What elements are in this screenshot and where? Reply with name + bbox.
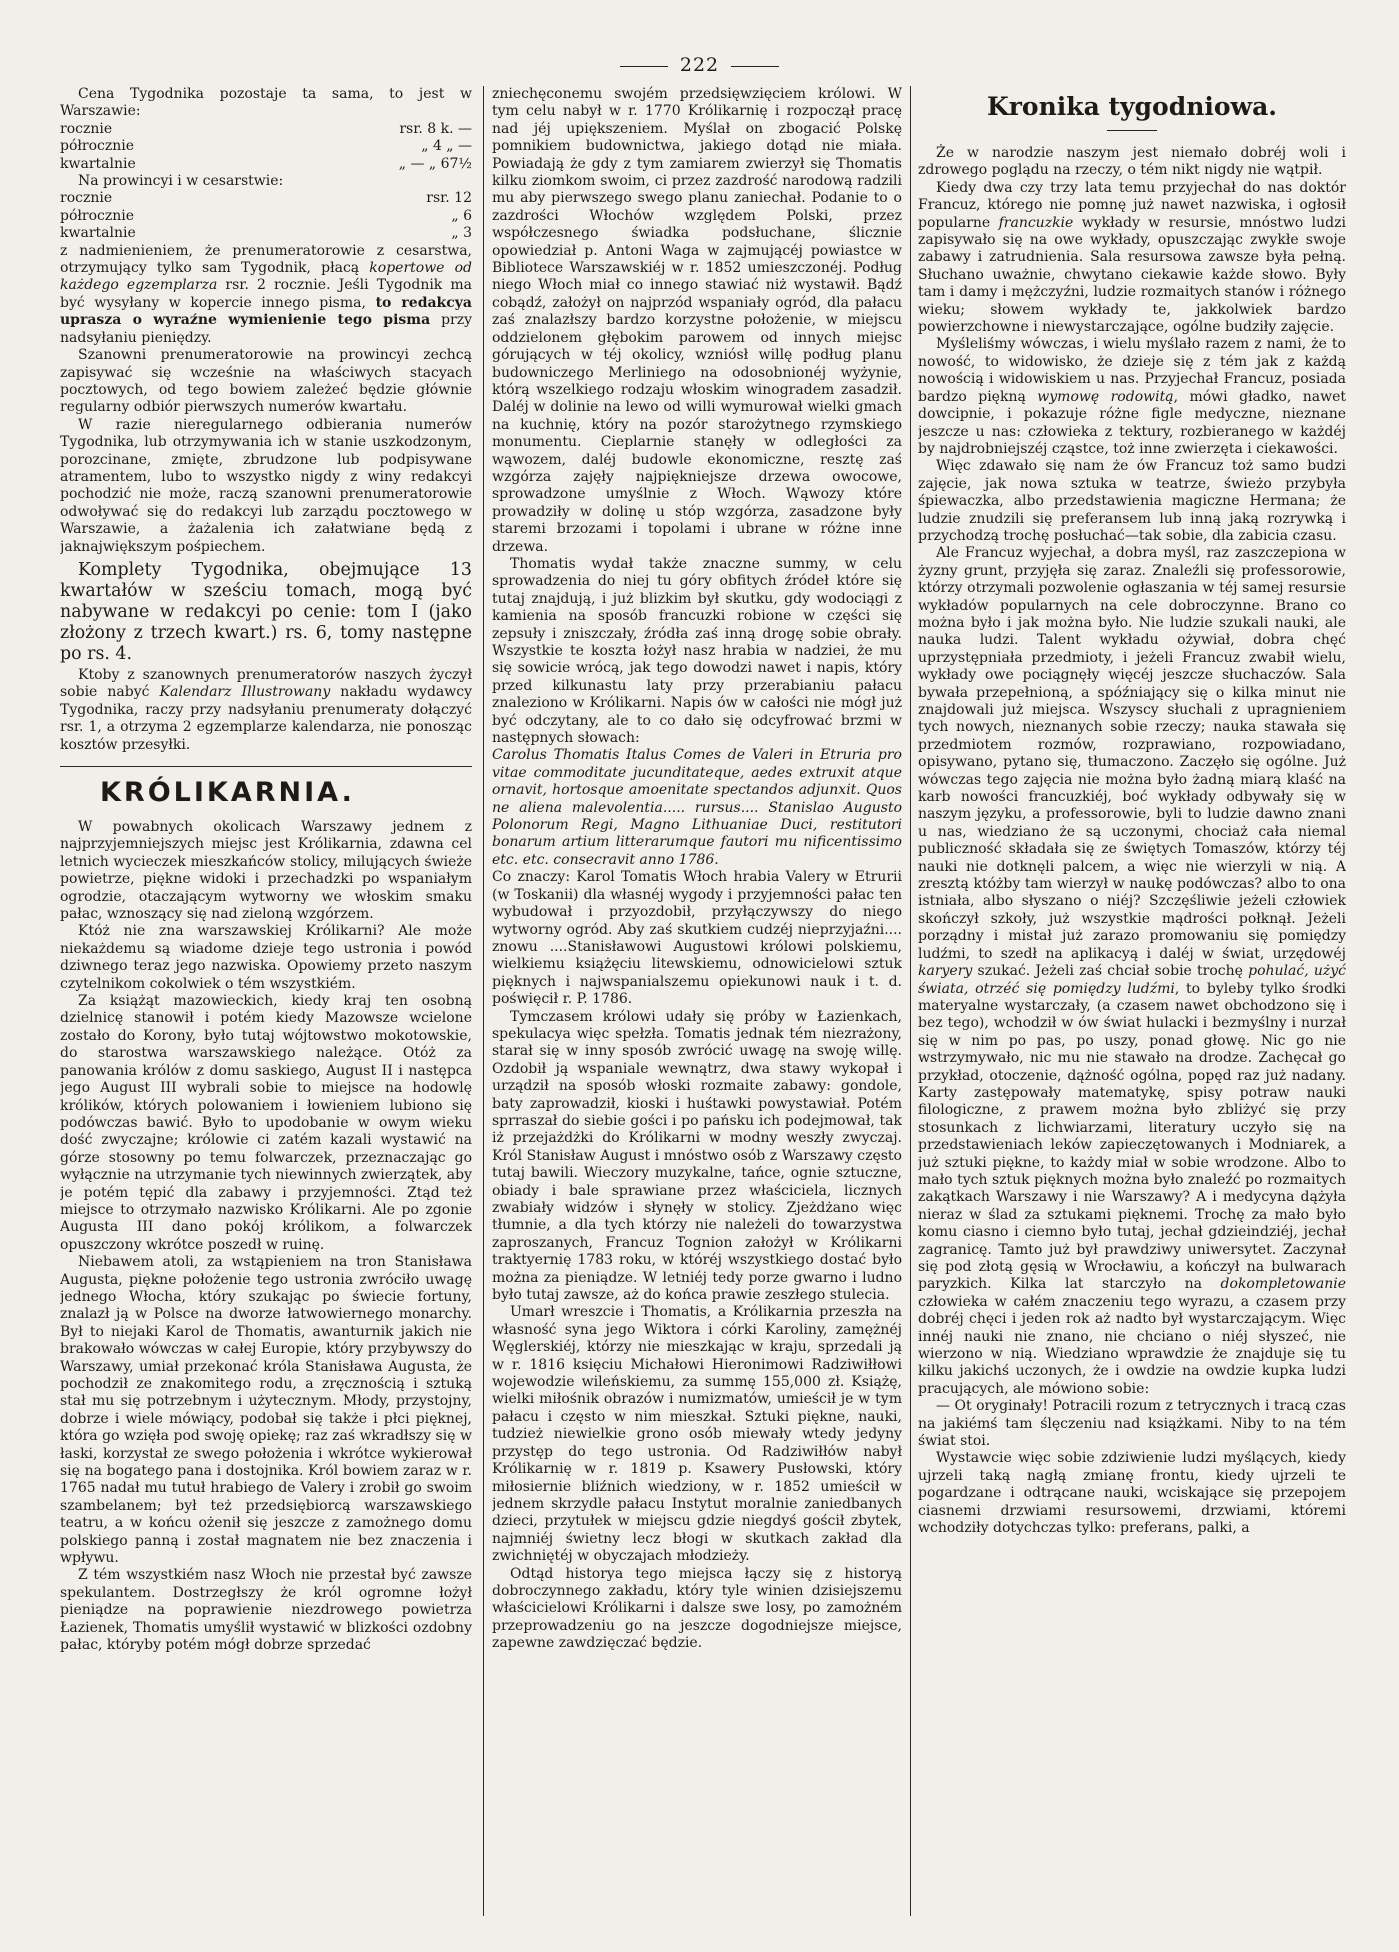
page-number-header [0,54,1399,76]
article-paragraph: Myśleliśmy wówczas, i wielu myślało razem z nami, że to nowość, to widowisko, że dzieje się z tém jak z każdą nowością i widowiskiem u nas. Przyjechał Francuz, posiada bardzo piękną wymowę rodowitą, mówi gładko, nawet dowcipnie, i pokazuje różne figle medyczne, nieznane jeszcze u nas: człowieka z tektury, rozbieranego w każdéj by najdrobniejszéj cząstce, toż inne zwierzęta i ciekawości. [918,336,1346,457]
article-title-krolikarnia: KRÓLIKARNIA. [100,777,355,808]
article-paragraph: Że w narodzie naszym jest niemało dobréj woli i zdrowego poglądu na rzeczy, o tém nikt nigdy nie wątpił. [918,145,1346,179]
latin-inscription: Carolus Thomatis Italus Comes de Valeri in Etruria pro vitae commoditate jucunditateque, aedes extruxit atque ornavit, hortosque amoenitate spectandos adjunxit. Quos ne aliena malevolentia..... rursus.... Stanislao Augusto Polonorum Regi, Magno Lithuaniae Duci, restitutori bonarum artium litterarumque fautori mu nificentissimo etc. etc. consecravit anno 1786. [492,747,902,868]
subscription-intro: Cena Tygodnika pozostaje ta sama, to jest w Warszawie: [60,86,472,120]
article-title-kronika: Kronika tygodniowa. [987,92,1277,121]
inscription-translation: Co znaczy: Karol Tomatis Włoch hrabia Valery w Etrurii (w Toskanii) dla własnéj wygody i przyjemności pałac ten wybudował i przyozdobił, przyłączywszy do niego wytworny ogród. Aby zaś skutkiem cudzéj nieprzyjaźni.... znowu ....Stanisławowi Augustowi królowi polskiemu, wielkiemu książęciu litewskiemu, odnowicielowi sztuk pięknych i najwspanialszemu opiekunowi nauk i t. d. poświęcił r. P. 1786. [492,869,902,1008]
quote-paragraph: — Ot oryginały! Potracili rozum z tetrycznych i tracą czas na jakiémś tam ślęczeniu nad książkami. Niby to na tém świat stoi. [918,1398,1346,1450]
column-divider-right [910,86,911,1916]
section-divider [60,766,472,767]
article-paragraph: zniechęconemu swojém przedsięwzięciem królowi. W tym celu nabył w r. 1770 Królikarnię i rozpoczął pracę nad jéj upiększeniem. Myślał on zbogacić Polskę pomnikiem budownictwa, jakiego dotąd nie miała. Powiadają że gdy z tym zamiarem zwierzył się Thomatis kilku ziomkom swoim, ci przez zazdrość narodową radzili mu aby pierwszego swego planu zaniechał. Podanie to o zazdrości Włochów względem Polski, przez współczesnego świadka podsłuchane, ślicznie opowiedział p. Antoni Waga w zajmującéj powiastce w Bibliotece Warszawskiéj w r. 1852 umieszczonéj. Podług niego Włoch miał co innego stawiać niż wystawił. Bądź cobądź, założył on najprzód wspaniały ogród, dla pałacu zaś znalazłszy bardzo korzystne położenie, w miejscu oddzielonem głębokim parowem od innych miejsc górujących w téj okolicy, wzniósł willę podług planu budowniczego Merliniego na odosobnionéj wyżynie, którą wszelkiego rodzaju włoskim winogradem zasadził. Daléj w dolinie na lewo od willi wymurował wielki gmach na kuchnię, który na pozór starożytnego rzymskiego monumentu. Cieplarnie stanęły w odległości za wąwozem, daléj budowle ekonomiczne, resztę zaś wzgórza zajęły najpiękniejsze drzewa owocowe, sprowadzone umyślnie z Włoch. Wąwozy które prowadziły w dolinę u stóp wzgórza, zasadzone były staremi brzozami i topolami i ubrane w różne inne drzewa. [492,86,902,555]
column-middle [492,86,902,1936]
article-paragraph: Odtąd historya tego miejsca łączy się z historyą dobroczynnego zakładu, który tyle winien dzisiejszemu właścicielowi Królikarni i dalsze swe losy, po zamożném przeprowadzeniu go na jeszcze dogodniejsze miejsce, zapewne zawdzięczać będzie. [492,1565,902,1652]
postage-note: z nadmienieniem, że prenumeratorowie z cesarstwa, otrzymujący tylko sam Tygodnik, płacą kopertowe od każdego egzemplarza rsr. 2 rocznie. Jeśli Tygodnik ma być wysyłany w kopercie innego pisma, to redakcya uprasza o wyraźne wymienienie tego pisma przy nadsyłaniu pieniędzy. [60,242,472,346]
page-number: 222 [679,54,720,76]
page-number-rule-left [620,66,668,67]
complaints-note: W razie nieregularnego odbierania numerów Tygodnika, lub otrzymywania ich w stanie uszkodzonym, porozcinane, zmięte, zbrudzone lub podpisywane atramentem, lubo to wszystko nigdy z winy redakcyi pochodzić nie może, raczą szanowni prenumeratorowie odwoływać się do redakcyi lub zarządu pocztowego w Warszawie, a żażalenia ich załatwiane będą z jaknajwiększym pośpiechem. [60,416,472,555]
article-paragraph: Thomatis wydał także znaczne summy, w celu sprowadzenia do niej tu góry obfitych źródeł które się tutaj znajdują, i już blizkim był skutku, gdy wodociągi z kamienia na sposób francuzki robione w części się zepsuły i zniszczały, źródła zaś inną drogę sobie obrały. Wszystkie te koszta łożył nasz hrabia w nadziei, że mu się sowicie wrócą, jak tego dowodzi nawet i napis, który przed kilkunastu laty przy przerabianiu pałacu znaleziono w Królikarni. Napis ów w całości nie mógł już być odczytany, ale to co dało się odcyfrować brzmi w następnych słowach: [492,555,902,747]
price-row: rocznie rsr. 8 k. — [60,120,472,137]
title-rule [1107,130,1157,131]
article-paragraph: Tymczasem królowi udały się próby w Łazienkach, spekulacya więc spełzła. Tomatis jednak tém niezrażony, starał się w inny sposób zwrócić uwagę na swoję willę. Ozdobił ją wspaniale wewnątrz, dwa stawy wykopał i urządził na sposób włoski rozmaite zabawy: gondole, baty zaprowadził, kioski i huśtawki powystawiał. Potém sprraszał do siebie gości i po pańsku ich podejmował, tak iż przejażdżki do Królikarni w modny weszły zwyczaj. Król Stanisław August i mnóstwo osób z Warszawy często tutaj bawili. Wieczory muzykalne, tańce, ognie sztuczne, obiady i bale sprawiane przez właściciela, licznych zwabiały widzów i słynęły w stolicy. Zjeżdżano więc tłumnie, a dla tych którzy nie należeli do towarzystwa zaproszanych, Francuz Tognion założył w Królikarni traktyernię 1783 roku, w któréj wszystkiego dostać było można za pieniądze. W letniéj tedy porze gwarno i ludno było tutaj zawsze, aż do końca prawie zeszłego stulecia. [492,1008,902,1304]
article-paragraph: W powabnych okolicach Warszawy jednem z najprzyjemniejszych miejsc jest Królikarnia, zdawna cel letnich wycieczek mieszkańców stolicy, milujących świeże powietrze, piękne widoki i przechadzki po wspaniałym ogrodzie, otaczającym wytworny we włoskim smaku pałac, wznoszący się nad zieloną wzgórzem. [60,819,472,923]
price-list-province [60,190,472,242]
article-paragraph: Ale Francuz wyjechał, a dobra myśl, raz zaszczepiona w żyzny grunt, przyjęła się zaraz. Znaleźli się professorowie, którzy otrzymali pozwolenie ogłaszania w téj samej resursie wykładów popularnych na cele dobroczynne. Brano co można było i jak można było. Nie ludzie szukali nauki, ale nauka ludzi. Talent wykładu ożywiał, dobra chęć uprzystępniała przedmioty, i jeżeli Francuz zwabił wielu, wykłady owe pociągnęły więcéj jeszcze słuchaczów. Sala bywała przepełnioną, a spóźniający się o kilka minut nie znajdowali już miejsca. Wszyscy słuchali z upragnieniem tych nowych, nieznanych sobie rzeczy; nauka stawała się przedmiotem rozmów, rozprawiano, rozpowiadano, opisywano, pytano się, tłumaczono. Zaczęło się ogólne. Już wówczas tego zajęcia nie można było żadną miarą klaść na karb nowości francuzkiéj, boć wykłady odbywały się w naszym języku, a professorowie, byli to ludzie dawno znani u nas, wiedziano że są uczonymi, chociaż cała niemal publiczność składała się ze świętych Tomaszów, którzy téj nauki nie dotknęli palcem, a więc nie wierzyli w nią. A zresztą któżby tam wierzył w naukę podówczas? albo to ona istniała, albo słyszano o niéj? Szczęśliwie jeżeli człowiek skończył szkoły, już wszystkie mądrości połknął. Jeżeli porządny i mistał już zarazo promowaniu się pomiędzy ludźmi, to szedł na aplikacyą i daléj w świat, urzędowéj karyery szukać. Jeżeli zaś chciał sobie trochę pohulać, użyć świata, otrzéć się pomiędzy ludźmi, to byleby tylko środki materyalne wystarczały, (a czasem nawet obchodzono się i bez tego), wchodził w ów świat hulacki i bezmyślny i nurzał się w nim po pas, po uszy, ponad głowę. Nic go nie wstrzymywało, nic mu nie stawało na drodze. Zachęcał go przykład, otoczenie, dążność ogólna, popęd raz już nadany. Karty zastępowały matematykę, spisy potraw nauki filologiczne, z prawem można było zbliżyć się przy stosunkach z lichwiarzami, literatury uczyło się na przedstawieniach leków zapieczętowanych i Modniarek, a już sztuki piękne, to każdy miał w sobie wrodzone. Albo to mało tych sztuk pięknych można było znaleźć po rozmaitych zakątkach Warszawy i nie Warszawy? A i medycyna dążyła nieraz w ślad za sztukami pięknemi. Trochę za mało było komu ciasno i ciemno było tutaj, jechał gdzieindziéj, jechał zagranicę. Tamto już był prawdziwy uniwersytet. Zaczynał się pod złotą gęsią w Wrocławiu, a kończył na bulwarach paryzkich. Kilka lat starczyło na dokompletowanie człowieka w całém znaczeniu tego wyrazu, a czasem przy dobréj chęci i jeden rok aż nadto był wystarczającym. Więc innéj nauki nie znano, nie chciano o niéj słyszeć, nie wierzono w nią. Wiedziano wprawdzie że znajduje się tu kilku jakichś uczonych, że i owdzie na owdzie kupka ludzi pracujących, ale mówiono sobie: [918,545,1346,1397]
price-row: kwartalnie „ 3 [60,225,472,242]
complete-sets-notice: Komplety Tygodnika, obejmujące 13 kwartałów w sześciu tomach, mogą być nabywane w redakcyi po cenie: tom I (jako złożony z trzech kwart.) rs. 6, tomy następne po rs. 4. [60,559,472,664]
article-paragraph: Za książąt mazowieckich, kiedy kraj ten osobną dzielnicę stanowił i potém kiedy Mazowsze wcielone zostało do Korony, było tutaj wójtowstwo mokotowskie, do starostwa warszawskiego należące. Otóż za panowania królów z domu saskiego, August II i następca jego August III wybrali sobie to miejsce na hodowlę królików, których polowaniem i łowieniem lubiono się podówczas bawić. Było to upodobanie w owym wieku dość zwyczajne; królowie ci zatém kazali wystawić na górze stosowny po temu folwarczek, przeznaczając go wyłącznie na utrzymanie tych niewinnych zwierzątek, aby je potém tępić dla zabawy i przyjemności. Ztąd też miejsce to otrzymało nazwisko Królikarni. Ale po zgonie Augusta III dano pokój królikom, a folwarczek opuszczony wkrótce poszedł w ruinę. [60,993,472,1253]
price-list-warsaw [60,121,472,173]
article-paragraph: Kiedy dwa czy trzy lata temu przyjechał do nas doktór Francuz, którego nie pomnę już nawet nazwiska, i ogłosił popularne francuzkie wykłady w resursie, mnóstwo ludzi zapisywało się na owe wykłady, opuszczając zwykłe swoje zabawy i zatrudnienia. Sala resursowa zawsze była pełną. Słuchano uważnie, chwytano ciekawie każde słowo. Były tam i damy i mężczyźni, ludzie rozmaitych stanów i różnego wieku; słowem wykłady te, jakkolwiek bardzo powierzchowne i niewystarczające, ogólne budziły zajęcie. [918,179,1346,336]
province-subscribers-note: Szanowni prenumeratorowie na prowincyi zechcą zapisywać się wcześnie na właściwych stacyach pocztowych, od tego bowiem zależeć będzie głównie regularny odbiór pierwszych numerów kwartału. [60,347,472,416]
article-paragraph: Więc zdawało się nam że ów Francuz toż samo budzi zajęcie, jak nowa sztuka w teatrze, świeżo przybyła śpiewaczka, albo przedstawienia magiczne Hermana; że ludzie znudzili się preferansem lub inną jaką rozrywką i przychodzą trochę posłuchać—tak sobie, dla zabicia czasu. [918,458,1346,544]
price-row: kwartalnie „ — „ 67½ [60,155,472,172]
province-intro: Na prowincyi i w cesarstwie: [78,173,284,190]
article-paragraph: Niebawem atoli, za wstąpieniem na tron Stanisława Augusta, piękne położenie tego ustronia zwróciło uwagę jednego Włocha, który szukając po świecie fortuny, znalazł ją w Polsce na dworze łatwowiernego monarchy. Był to niejaki Karol de Thomatis, awanturnik jakich nie brakowało wówczas w całej Europie, który przybywszy do Warszawy, umiał przekonać króla Stanisława Augusta, że pochodził ze znakomitego rodu, a zręcznością i sztuką stał mu się potrzebnym i użytecznym. Młody, przystojny, dobrze i wiele mówiący, podobał się także i płci pięknej, która go wzięła pod swoję opiekę; raz zaś wkradłszy się w łaski, korzystał ze swego położenia i wkrótce wykierował się na bogatego pana i dostojnika. Król bowiem zaraz w r. 1765 nadał mu tutuł hrabiego de Valery i zrobił go swoim szambelanem; był też przedsiębiorcą warszawskiego teatru, a w końcu ożenił się jeszcze z zamożnego domu polskiego panną i został magnatem nie bez znaczenia i wpływu. [60,1254,472,1567]
article-paragraph: Z tém wszystkiém nasz Włoch nie przestał być zawsze spekulantem. Dostrzegłszy że król ogromne łożył pieniądze na poprawienie niezdrowego powietrza Łazienek, Thomatis umyślił wystawić w blizkości ozdobny pałac, któryby potém mógł dobrze sprzedać [60,1567,472,1654]
page-number-rule-right [731,66,779,67]
article-paragraph: Umarł wreszcie i Thomatis, a Królikarnia przeszła na własność syna jego Wiktora i córki Karoliny, zamężnéj Węglerskiéj, którzy nie mieszkając w kraju, sprzedali ją w r. 1816 księciu Michałowi Hieronimowi Radziwiłłowi wojewodzie wileńskiemu, za summę 155,000 zł. Książę, wielki miłośnik obrazów i numizmatów, umieścił je w tym pałacu i często w nim mieszkał. Sztuki piękne, nauki, tudzież niewielkie grono osób miewały wtedy jedyny przystęp do tego ustronia. Od Radziwiłłów nabył Królikarnię w r. 1819 p. Ksawery Pusłowski, który miłosiernie bliźnich wiedziony, w r. 1852 umieścił w jednem skrzydle pałacu Instytut moralnie zaniedbanych dzieci, przytułek w miejscu gdzie niegdyś gościł zbytek, najmniéj świetny lecz błogi w skutkach zakład dla zwichniętéj w obyczajach młodzieży. [492,1304,902,1565]
article-paragraph: Wystawcie więc sobie zdziwienie ludzi myślących, kiedy ujrzeli taką nagłą zmianę frontu, kiedy ujrzeli te pogardzane i odtrącane nauki, wciskające się przepojem ciasnemi drzwiami resursowemi, drzwiami, któremi wchodziły dotychczas tylko: preferans, palki, a [918,1450,1346,1537]
calendar-notice: Ktoby z szanownych prenumeratorów naszych życzył sobie nabyć Kalendarz Illustrowany nakładu wydawcy Tygodnika, raczy przy nadsyłaniu prenumeraty dołączyć rsr. 1, a otrzyma 2 egzemplarze kalendarza, nie ponosząc kosztów przesyłki. [60,666,472,753]
price-row: rocznie rsr. 12 [60,190,472,207]
article-paragraph: Któż nie zna warszawskiej Królikarni? Ale może niekażdemu są wiadome dzieje tego ustronia i powód dziwnego teraz jego nazwiska. Opowiemy przeto naszym czytelnikom cokolwiek o tém wszystkiém. [60,923,472,992]
column-right [918,86,1346,1936]
price-row: półrocznie „ 4 „ — [60,138,472,155]
column-left [60,86,472,1936]
price-row: półrocznie „ 6 [60,207,472,224]
column-divider-left [483,86,484,1916]
